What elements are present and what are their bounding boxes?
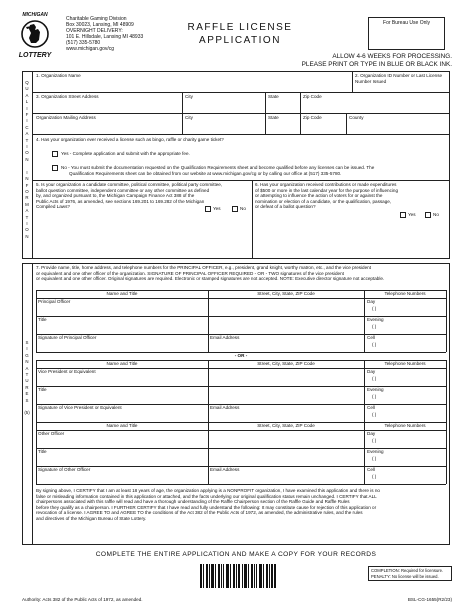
title-field[interactable]: Title xyxy=(38,317,47,322)
cert-line: false or misleading information contained in this application or attached, and the facts underlying our original qualification status remain unchanged. I CERTIFY that ALL xyxy=(36,493,377,499)
cell-phone-field[interactable]: ( ) xyxy=(372,474,377,479)
q5-yes-checkbox[interactable] xyxy=(205,206,211,212)
q6-yes-checkbox[interactable] xyxy=(400,212,406,218)
title-line: RAFFLE LICENSE xyxy=(187,22,293,33)
col-name-title: Name and Title xyxy=(106,291,138,296)
principal-officer-field[interactable]: Principal Officer xyxy=(38,299,71,304)
agency-line: 101 E. Hillsdale, Lansing MI 48933 xyxy=(66,34,144,40)
q4-no-label-1: No - You must submit the documentation requested on the Qualification Requirements sheet and become qualified before any licenses can be issued. The xyxy=(61,165,375,170)
bureau-use-box xyxy=(368,17,445,50)
q4-no-label-2: Qualification Requirements sheet can be obtained from our website at www.michigan.gov/cg or by calling our office at (517) 335-5780. xyxy=(69,171,342,176)
complete-instruction: COMPLETE THE ENTIRE APPLICATION AND MAKE A COPY FOR YOUR RECORDS xyxy=(95,551,377,558)
title-line: APPLICATION xyxy=(199,35,281,46)
county-label[interactable]: County xyxy=(349,115,364,120)
evening-label: Evening xyxy=(367,449,384,454)
q5-yes-label: Yes xyxy=(213,206,221,211)
lottery-logo xyxy=(18,12,52,62)
org-name-field[interactable]: 1. Organization Name xyxy=(36,73,81,78)
cert-line: By signing above, I CERTIFY that I am at least 18 years of age, the organization applying is a NONPROFIT organization, I have examined this application and there is no xyxy=(36,488,380,493)
completion-text: COMPLETION: Required for licensure. xyxy=(371,568,444,573)
agency-line: Box 30023, Lansing, MI 48909 xyxy=(66,22,134,28)
day-phone-field[interactable]: ( ) xyxy=(372,306,377,311)
barcode-icon xyxy=(200,564,276,588)
q7-line: 7. Provide name, title, home address, and telephone numbers for the PRINCIPAL OFFICER, e.g., president, grand knight, worthy matron, etc., and the vice president xyxy=(36,265,372,270)
q6-no-label: No xyxy=(433,212,439,217)
q4-no-checkbox[interactable] xyxy=(52,165,58,171)
col-telephone: Telephone Numbers xyxy=(384,291,426,296)
q6-line: or defeat of a ballot question? xyxy=(255,204,316,210)
q7-line: or equivalent and one other officer. Original signatures are required. Electronic or stamped signatures are not accepted. NOTE: Executive director signature not acceptable. xyxy=(36,276,385,282)
evening-phone-field[interactable]: ( ) xyxy=(372,394,377,399)
q6-no-checkbox[interactable] xyxy=(425,212,431,218)
state-label[interactable]: State xyxy=(268,94,279,99)
cell-label: Cell xyxy=(367,467,375,472)
q6-line: nomination or election of a candidate, or the qualification, passage, xyxy=(255,198,392,204)
q6-line: or attempting to influence the action of voters for or against the xyxy=(255,193,383,199)
cell-label: Cell xyxy=(367,405,375,410)
col-street-city: Street, City, State, ZIP Code xyxy=(257,423,315,428)
agency-link[interactable]: www.michigan.gov/cg xyxy=(66,46,115,52)
form-number: BSL-CG-1655(R2/23) xyxy=(407,597,452,602)
col-telephone: Telephone Numbers xyxy=(384,361,426,366)
state-label[interactable]: State xyxy=(268,115,279,120)
title-field[interactable]: Title xyxy=(38,449,47,454)
city-label[interactable]: City xyxy=(185,115,193,120)
cert-line: before they qualify as a chairperson. I FURTHER CERTIFY that I have read and fully understand the following: It may constitute cause for rejection of this application or xyxy=(36,504,377,510)
day-phone-field[interactable]: ( ) xyxy=(372,438,377,443)
q5-line: Public Acts of 1976, as amended, see sections 169.201 to 169.282 of the Michigan xyxy=(36,198,205,204)
col-street-city: Street, City, State, ZIP Code xyxy=(257,291,315,296)
qualification-side-label: Q U A L I F I C A T I O N I N F O R M A T I O N xyxy=(25,80,29,239)
day-label: Day xyxy=(367,369,376,374)
cell-phone-field[interactable]: ( ) xyxy=(372,342,377,347)
col-name-title: Name and Title xyxy=(106,361,138,366)
q6-line: of $500 or more in the last calendar year for the purpose of influencing xyxy=(255,187,399,193)
signatures-side-label: S I G N A T U R E S (5) xyxy=(24,340,30,416)
agency-line: (517) 335-5780 xyxy=(66,40,101,46)
q6-line: 6. Has your organization received contributions or made expenditures xyxy=(255,182,397,187)
q5-line: ballot question committee, independent committee or any other committee as defined xyxy=(36,187,210,193)
col-name-title: Name and Title xyxy=(106,423,138,428)
q5-no-label: No xyxy=(240,206,246,211)
email-label[interactable]: Email Address xyxy=(210,467,240,472)
mailing-address-field[interactable]: Organization Mailing Address xyxy=(36,115,96,120)
print-text: PLEASE PRINT OR TYPE IN BLUE OR BLACK INK. xyxy=(301,60,452,68)
col-street-city: Street, City, State, ZIP Code xyxy=(257,361,315,366)
day-label: Day xyxy=(367,299,376,304)
day-label: Day xyxy=(367,431,376,436)
allow-text: ALLOW 4-6 WEEKS FOR PROCESSING. xyxy=(332,53,452,60)
question-7 xyxy=(36,265,448,282)
processing-note xyxy=(302,53,452,68)
evening-phone-field[interactable]: ( ) xyxy=(372,324,377,329)
agency-line: Charitable Gaming Division xyxy=(66,16,127,22)
col-telephone: Telephone Numbers xyxy=(384,423,426,428)
title-field[interactable]: Title xyxy=(38,387,47,392)
form-title xyxy=(185,21,295,47)
or-divider: - OR - xyxy=(234,353,248,358)
vp-signature-field[interactable]: Signature of Vice President or Equivalent xyxy=(38,405,122,410)
cert-line: chairpersons associated with this raffle will read and have a thorough understanding of the Raffle Chairperson section of the Raffle Guide and Raffle Rules xyxy=(36,499,350,505)
cert-line: and directives of the Michigan Bureau of State Lottery. xyxy=(36,515,147,521)
agency-address xyxy=(66,16,166,52)
completion-box xyxy=(368,566,452,581)
vice-president-field[interactable]: Vice President or Equivalent xyxy=(38,369,96,374)
city-label[interactable]: City xyxy=(185,94,193,99)
agency-line: OVERNIGHT DELIVERY: xyxy=(66,28,123,34)
other-signature-field[interactable]: Signature of Other Officer xyxy=(38,467,91,472)
zip-label[interactable]: Zip Code xyxy=(303,94,322,99)
email-label[interactable]: Email Address xyxy=(210,335,240,340)
penalty-text: PENALTY: No license will be issued. xyxy=(371,574,439,579)
q6-yes-label: Yes xyxy=(408,212,416,217)
day-phone-field[interactable]: ( ) xyxy=(372,376,377,381)
michigan-map-icon xyxy=(21,18,49,50)
q4-yes-checkbox[interactable] xyxy=(52,151,58,157)
q5-line: 5. Is your organization a candidate committee, political committee, political party committee, xyxy=(36,182,223,187)
q4-yes-label: Yes - Complete application and submit with the appropriate fee. xyxy=(61,151,190,156)
evening-label: Evening xyxy=(367,317,384,322)
cell-label: Cell xyxy=(367,335,375,340)
bureau-use-label: For Bureau Use Only xyxy=(383,20,430,26)
other-officer-field[interactable]: Other Officer xyxy=(38,431,65,436)
authority-text: Authority: Acts 382 of the Public Acts of 1972, as amended. xyxy=(22,597,143,602)
org-id-field[interactable]: 2. Organization ID Number or Last License Number Issued xyxy=(355,73,443,84)
certification-text xyxy=(36,488,448,522)
question-4: 4. Has your organization ever received a license such as bingo, raffle or charity game ticket? xyxy=(36,137,224,142)
cert-line: revocation of a license. I AGREE TO and AGREE TO the conditions of the Act 382 of the Public Acts of 1972, as amended, the administrative rules, and the rules xyxy=(36,510,363,516)
logo-top-text: MICHIGAN xyxy=(22,12,48,18)
zip-label[interactable]: Zip Code xyxy=(303,115,322,120)
q7-line: or equivalent and one other officer of the organization. SIGNATURE OF PRINCIPAL OFFICER REQUIRED - OR - TWO signatures of the vice president xyxy=(36,270,344,276)
q5-line: Compiled Laws? xyxy=(36,204,70,210)
principal-signature-field[interactable]: Signature of Principal Officer xyxy=(38,335,97,340)
question-6 xyxy=(255,182,450,210)
logo-bottom-text: LOTTERY xyxy=(18,52,52,59)
evening-label: Evening xyxy=(367,387,384,392)
evening-phone-field[interactable]: ( ) xyxy=(372,456,377,461)
street-address-field[interactable]: 3. Organization Street Address xyxy=(36,94,99,99)
email-label[interactable]: Email Address xyxy=(210,405,240,410)
q5-line: by, and organized pursuant to, the Michigan Campaign Finance Act 388 of the xyxy=(36,193,195,199)
cell-phone-field[interactable]: ( ) xyxy=(372,412,377,417)
q5-no-checkbox[interactable] xyxy=(232,206,238,212)
